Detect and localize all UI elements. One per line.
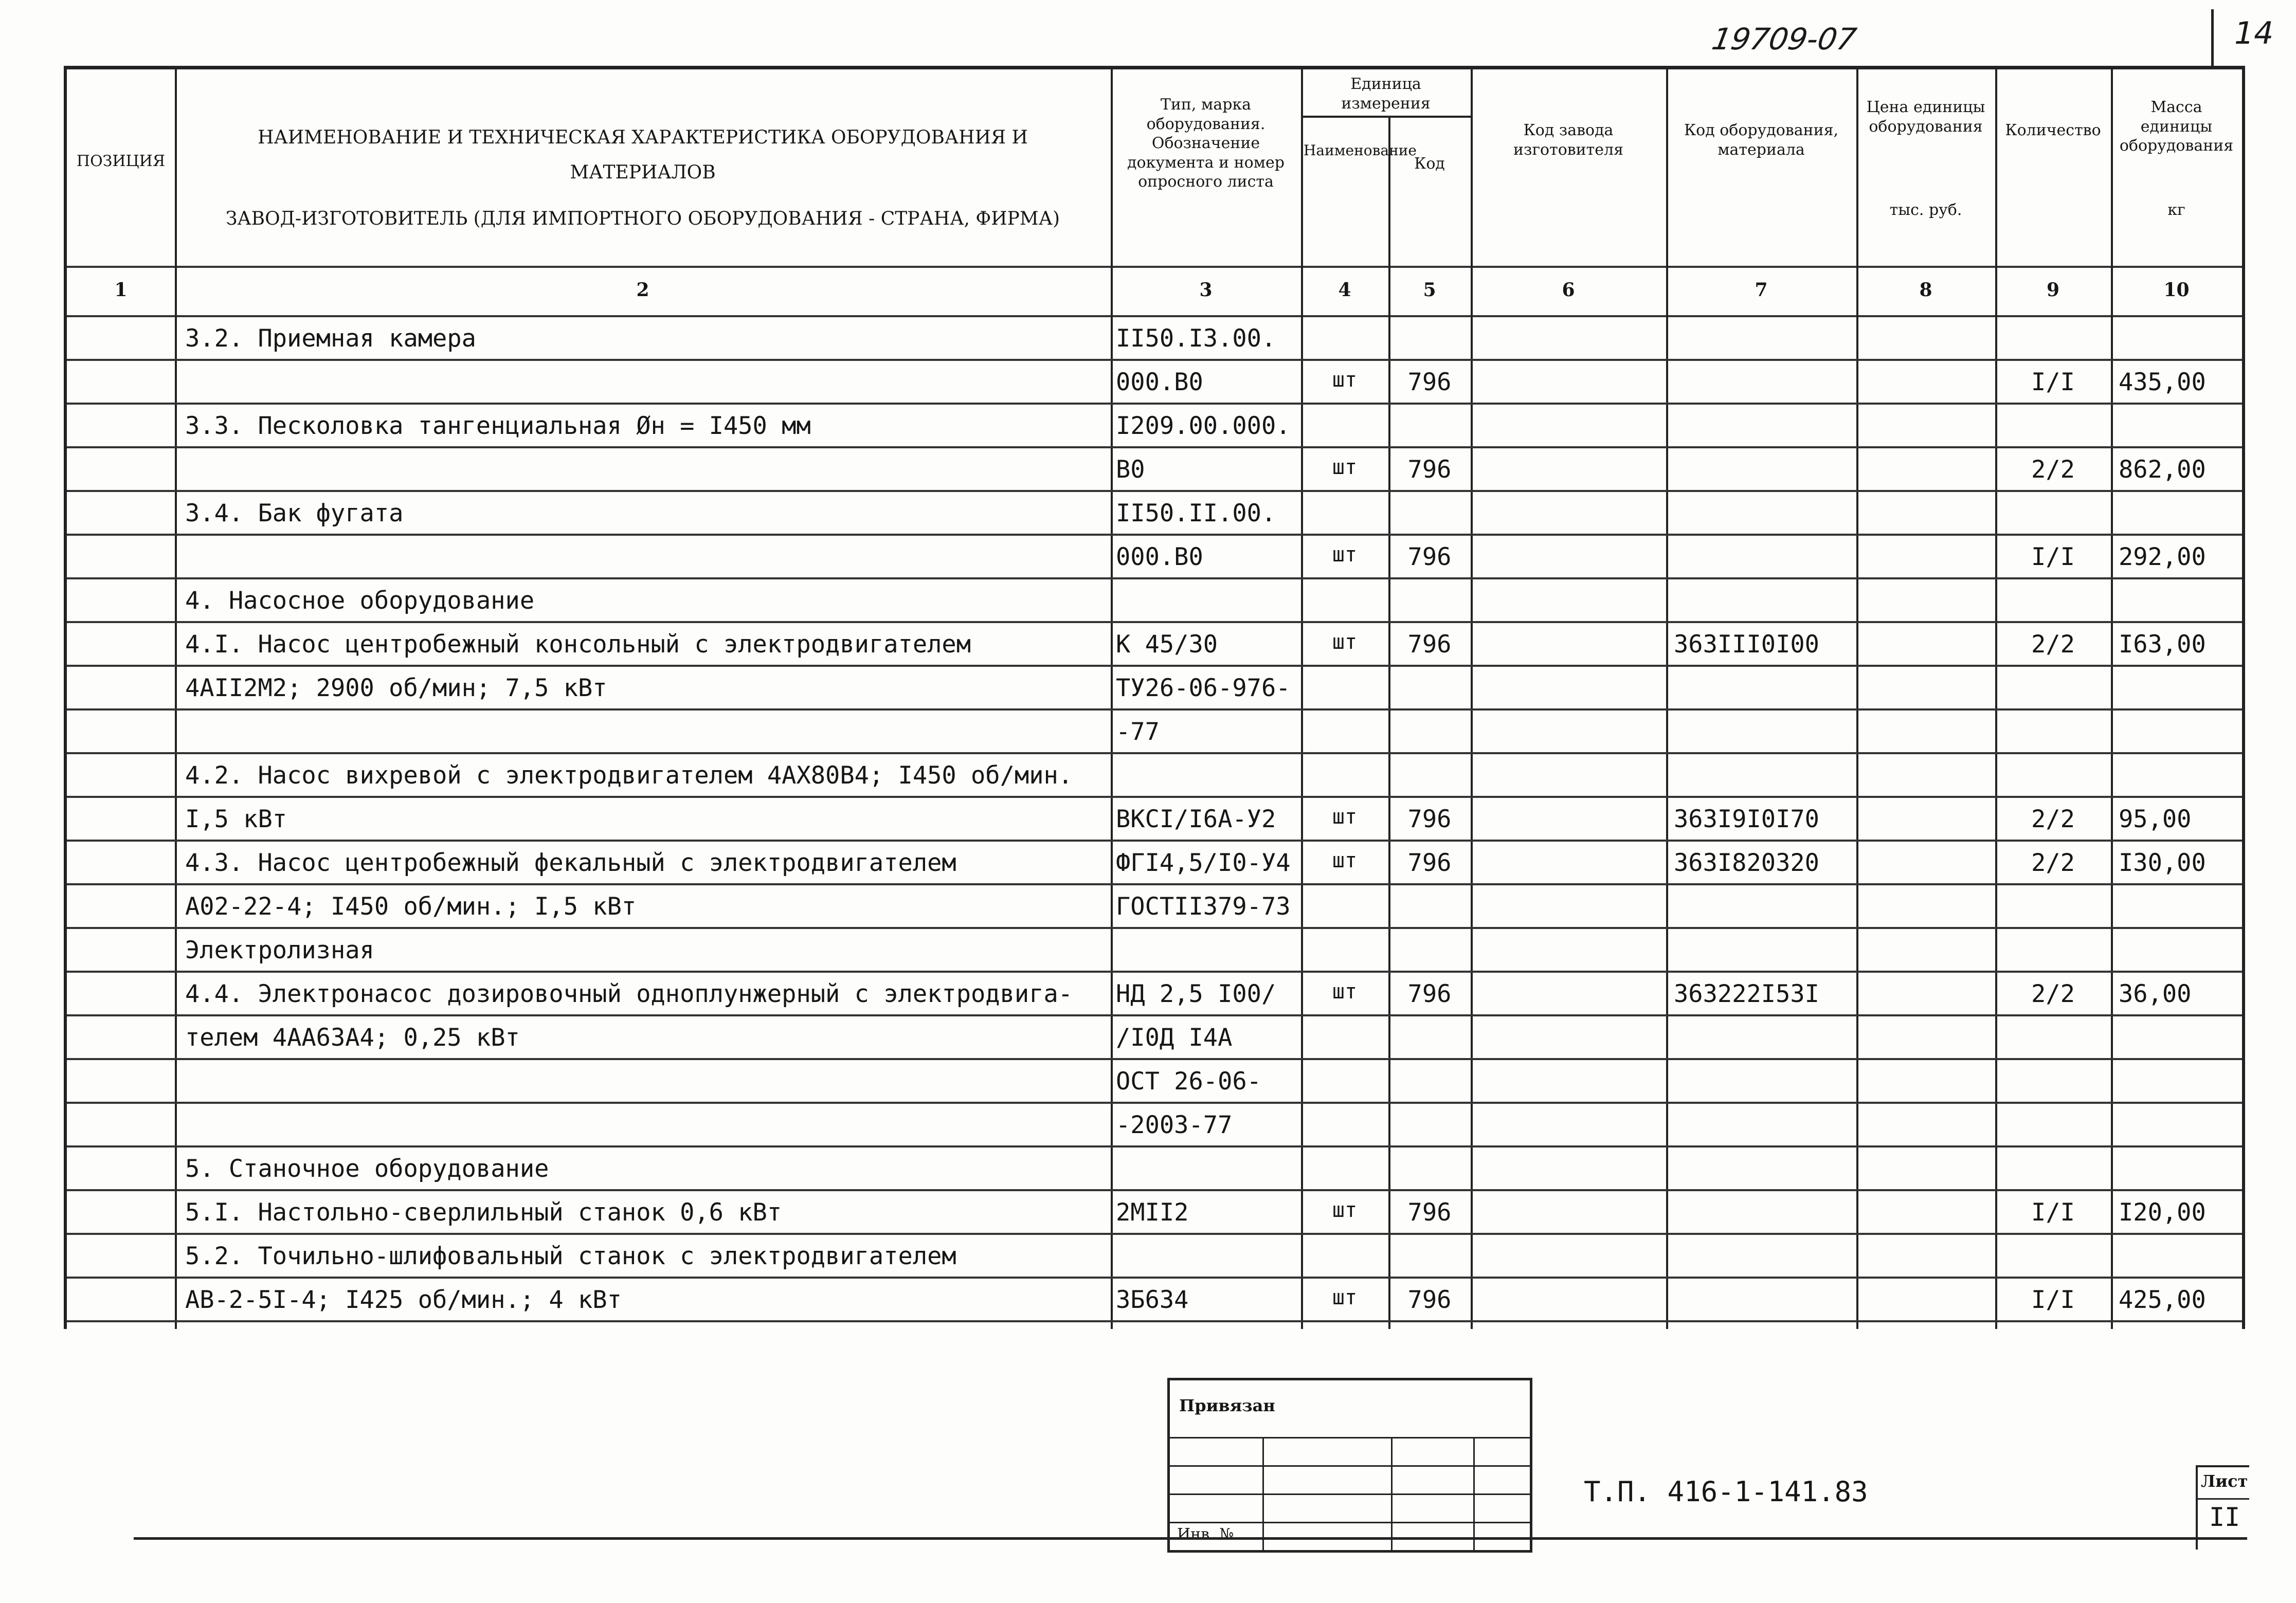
cell-qty: 2/2 xyxy=(2031,805,2075,833)
cell-code: 796 xyxy=(1407,1198,1452,1227)
cell-type: -2003-77 xyxy=(1116,1111,1233,1139)
col-number: 1 xyxy=(114,279,128,301)
cell-type: ОСТ 26-06- xyxy=(1116,1067,1261,1096)
cell-unit: шт xyxy=(1332,1198,1358,1222)
cell-code: 796 xyxy=(1407,849,1452,877)
binding-stamp xyxy=(1167,1378,1532,1553)
cell-name: 5.I. Настольно-сверлильный станок 0,6 кВт xyxy=(185,1198,782,1227)
cell-type: 000.B0 xyxy=(1116,543,1203,571)
cell-name: 3.2. Приемная камера xyxy=(185,324,476,353)
cell-code: 796 xyxy=(1407,456,1452,484)
cell-unit: шт xyxy=(1332,456,1358,479)
col-number: 4 xyxy=(1338,279,1351,301)
cell-type: К 45/30 xyxy=(1116,630,1218,659)
cell-type: /I0Д I4А xyxy=(1116,1024,1233,1052)
cell-eq: 363III0I00 xyxy=(1674,630,1819,659)
cell-mass: I63,00 xyxy=(2119,630,2206,659)
col-number: 7 xyxy=(1755,279,1768,301)
col-number: 2 xyxy=(636,279,649,301)
cell-mass: 862,00 xyxy=(2119,456,2206,484)
col-number: 8 xyxy=(1919,279,1932,301)
cell-mass: 95,00 xyxy=(2119,805,2192,833)
cell-type: I209.00.000. xyxy=(1116,412,1291,440)
cell-name: А02-22-4; I450 об/мин.; I,5 кВт xyxy=(185,892,637,921)
cell-mass: 435,00 xyxy=(2119,368,2206,396)
cell-name: 4. Насосное оборудование xyxy=(185,587,535,615)
cell-qty: I/I xyxy=(2031,543,2075,571)
col-number: 6 xyxy=(1562,279,1575,301)
cell-name: 5.2. Точильно-шлифовальный станок с электродвигателем xyxy=(185,1242,956,1270)
cell-type: ФГI4,5/I0-У4 xyxy=(1116,849,1291,877)
col-number: 5 xyxy=(1423,279,1436,301)
header-unit-group: Единица измерения xyxy=(1341,75,1431,113)
stamp-title: Привязан xyxy=(1179,1396,1275,1415)
page-bottom-rule xyxy=(134,1537,2247,1540)
cell-name: АВ-2-5I-4; I425 об/мин.; 4 кВт xyxy=(185,1286,622,1314)
cell-mass: 292,00 xyxy=(2119,543,2206,571)
cell-name: 4.2. Насос вихревой с электродвигателем 4АХ80В4; I450 об/мин. xyxy=(185,761,1073,790)
document-reference: 19709-07 xyxy=(1709,22,1859,57)
cell-unit: шт xyxy=(1332,849,1358,872)
header-name-line3: ЗАВОД-ИЗГОТОВИТЕЛЬ (ДЛЯ ИМПОРТНОГО ОБОРУДОВАНИЯ - СТРАНА, ФИРМА) xyxy=(225,208,1060,229)
cell-type: II50.II.00. xyxy=(1116,499,1276,527)
cell-type: ВКСI/I6А-У2 xyxy=(1116,805,1276,833)
cell-eq: 363I820320 xyxy=(1674,849,1819,877)
header-type: Тип, марка оборудования. Обозначение документа и номер опросного листа xyxy=(1127,96,1285,191)
header-price: Цена единицы оборудования xyxy=(1866,98,1985,136)
cell-code: 796 xyxy=(1407,805,1452,833)
col-number: 10 xyxy=(2163,279,2190,301)
header-quantity: Количество xyxy=(2005,121,2101,139)
cell-eq: 363I9I0I70 xyxy=(1674,805,1819,833)
cell-qty: 2/2 xyxy=(2031,980,2075,1008)
cell-code: 796 xyxy=(1407,1286,1452,1314)
sheet-label: Лист xyxy=(2201,1471,2248,1491)
cell-mass: I20,00 xyxy=(2119,1198,2206,1227)
cell-unit: шт xyxy=(1332,805,1358,829)
cell-name: 4.I. Насос центробежный консольный с электродвигателем xyxy=(185,630,971,659)
cell-name: 4.4. Электронасос дозировочный одноплунжерный с электродвига- xyxy=(185,980,1073,1008)
cell-type: ТУ26-06-976- xyxy=(1116,674,1291,702)
cell-type: II50.I3.00. xyxy=(1116,324,1276,353)
stamp-inventory-label: Инв. № xyxy=(1177,1525,1234,1543)
cell-qty: 2/2 xyxy=(2031,849,2075,877)
cell-unit: шт xyxy=(1332,630,1358,654)
cell-type: ГОСТII379-73 xyxy=(1116,892,1291,921)
page-number: 14 xyxy=(2234,15,2274,51)
cell-qty: 2/2 xyxy=(2031,456,2075,484)
header-manufacturer-code: Код завода изготовителя xyxy=(1513,121,1623,159)
header-name-line1: НАИМЕНОВАНИЕ И ТЕХНИЧЕСКАЯ ХАРАКТЕРИСТИКА ОБОРУДОВАНИЯ И xyxy=(258,127,1028,148)
cell-type: B0 xyxy=(1116,456,1145,484)
cell-qty: I/I xyxy=(2031,1286,2075,1314)
cell-name: 5. Станочное оборудование xyxy=(185,1155,549,1183)
cell-name: 4.3. Насос центробежный фекальный с электродвигателем xyxy=(185,849,956,877)
document-number: Т.П. 416-1-141.83 xyxy=(1584,1476,1868,1508)
header-price-unit: тыс. руб. xyxy=(1889,201,1962,219)
cell-type: 000.B0 xyxy=(1116,368,1203,396)
specification-table xyxy=(64,66,2245,1329)
header-unit-name: Наименование xyxy=(1304,142,1417,159)
col-number: 9 xyxy=(2046,279,2060,301)
cell-name: телем 4АА63А4; 0,25 кВт xyxy=(185,1024,520,1052)
cell-code: 796 xyxy=(1407,980,1452,1008)
cell-qty: 2/2 xyxy=(2031,630,2075,659)
cell-name: Электролизная xyxy=(185,936,374,964)
cell-eq: 363222I53I xyxy=(1674,980,1819,1008)
header-mass: Масса единицы оборудования xyxy=(2119,98,2234,155)
cell-unit: шт xyxy=(1332,980,1358,1004)
header-unit-code: Код xyxy=(1414,155,1445,173)
cell-name: I,5 кВт xyxy=(185,805,287,833)
cell-type: 2MII2 xyxy=(1116,1198,1189,1227)
cell-name: 4AII2M2; 2900 об/мин; 7,5 кВт xyxy=(185,674,607,702)
cell-mass: I30,00 xyxy=(2119,849,2206,877)
cell-qty: I/I xyxy=(2031,1198,2075,1227)
cell-type: НД 2,5 I00/ xyxy=(1116,980,1276,1008)
cell-mass: 36,00 xyxy=(2119,980,2192,1008)
cell-mass: 425,00 xyxy=(2119,1286,2206,1314)
cell-unit: шт xyxy=(1332,543,1358,567)
header-position: ПОЗИЦИЯ xyxy=(76,152,166,170)
cell-name: 3.3. Песколовка тангенциальная Øн = I450 мм xyxy=(185,412,811,440)
header-equipment-code: Код оборудования, материала xyxy=(1684,121,1839,159)
sheet-number: II xyxy=(2209,1502,2240,1532)
cell-qty: I/I xyxy=(2031,368,2075,396)
col-number: 3 xyxy=(1199,279,1213,301)
cell-type: 3Б634 xyxy=(1116,1286,1189,1314)
cell-unit: шт xyxy=(1332,368,1358,392)
cell-code: 796 xyxy=(1407,368,1452,396)
cell-unit: шт xyxy=(1332,1286,1358,1309)
cell-name: 3.4. Бак фугата xyxy=(185,499,404,527)
cell-code: 796 xyxy=(1407,543,1452,571)
cell-type: -77 xyxy=(1116,718,1160,746)
cell-code: 796 xyxy=(1407,630,1452,659)
header-name-line2: МАТЕРИАЛОВ xyxy=(570,162,716,183)
header-mass-unit: кг xyxy=(2167,201,2185,219)
